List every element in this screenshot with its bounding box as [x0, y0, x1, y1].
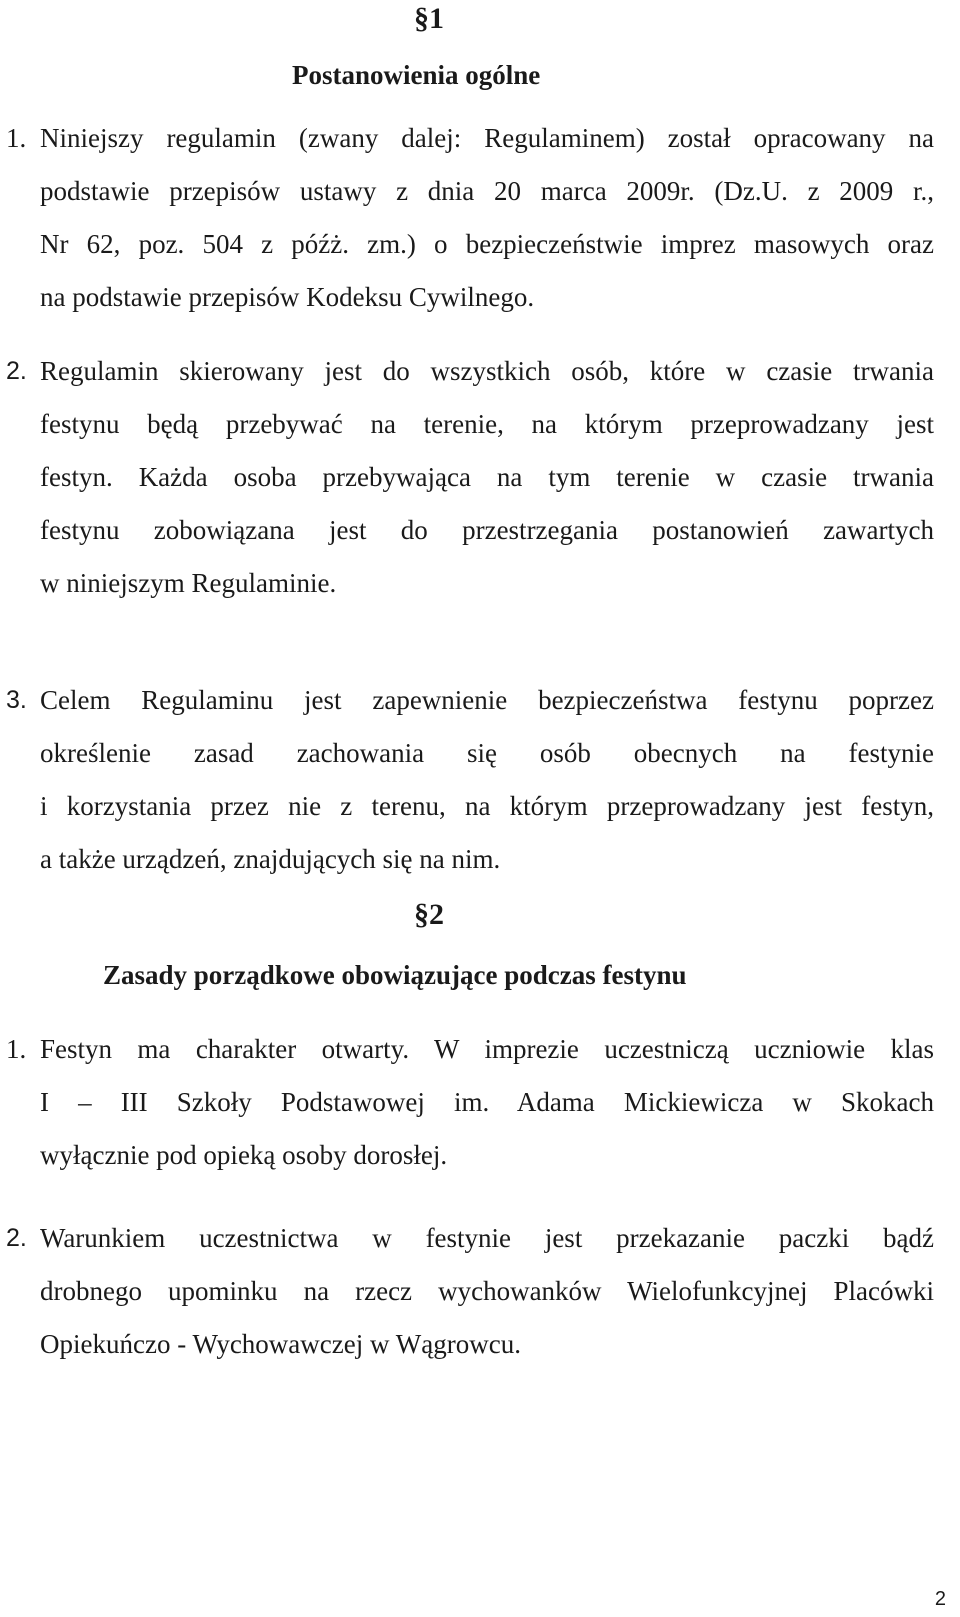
text-line: Nr 62, poz. 504 z późż. zm.) o bezpieczeństwie imprez masowych oraz	[40, 229, 934, 259]
text-line: Warunkiem uczestnictwa w festynie jest przekazanie paczki bądź	[40, 1223, 934, 1253]
page-number: 2	[934, 1588, 946, 1610]
item-text	[40, 1023, 934, 1182]
text-line: i korzystania przez nie z terenu, na którym przeprowadzany jest festyn,	[40, 791, 934, 821]
item-number: 3.	[6, 686, 27, 714]
text-line: drobnego upominku na rzecz wychowanków Wielofunkcyjnej Placówki	[40, 1276, 934, 1306]
text-line: określenie zasad zachowania się osób obecnych na festynie	[40, 738, 934, 768]
text-line: podstawie przepisów ustawy z dnia 20 marca 2009r. (Dz.U. z 2009 r.,	[40, 176, 934, 206]
text-line: Celem Regulaminu jest zapewnienie bezpieczeństwa festynu poprzez	[40, 685, 934, 715]
text-line: I – III Szkoły Podstawowej im. Adama Mickiewicza w Skokach	[40, 1087, 934, 1117]
section-1-title: Postanowienia ogólne	[292, 60, 541, 90]
text-line: Niniejszy regulamin (zwany dalej: Regulaminem) został opracowany na	[40, 123, 934, 153]
text-line: festyn. Każda osoba przebywająca na tym terenie w czasie trwania	[40, 462, 934, 492]
text-line: Regulamin skierowany jest do wszystkich osób, które w czasie trwania	[40, 356, 934, 386]
text-line: festynu zobowiązana jest do przestrzegania postanowień zawartych	[40, 515, 934, 545]
item-text	[40, 112, 934, 324]
item-text	[40, 1212, 934, 1371]
text-line: festynu będą przebywać na terenie, na którym przeprowadzany jest	[40, 409, 934, 439]
text-line: Festyn ma charakter otwarty. W imprezie uczestniczą uczniowie klas	[40, 1034, 934, 1064]
text-line: Opiekuńczo - Wychowawczej w Wągrowcu.	[40, 1329, 521, 1359]
item-number: 1.	[6, 123, 27, 153]
item-number: 2.	[6, 357, 27, 385]
section-1-mark: §1	[414, 2, 444, 35]
text-line: w niniejszym Regulaminie.	[40, 568, 337, 598]
item-text	[40, 345, 934, 610]
item-text	[40, 674, 934, 886]
item-number: 1.	[6, 1034, 27, 1064]
section-2-mark: §2	[414, 898, 444, 931]
text-line: na podstawie przepisów Kodeksu Cywilnego.	[40, 282, 535, 312]
text-line: wyłącznie pod opieką osoby dorosłej.	[40, 1140, 448, 1170]
section-2-title: Zasady porządkowe obowiązujące podczas festynu	[103, 960, 687, 990]
text-line: a także urządzeń, znajdujących się na nim.	[40, 844, 501, 874]
item-number: 2.	[6, 1224, 27, 1252]
